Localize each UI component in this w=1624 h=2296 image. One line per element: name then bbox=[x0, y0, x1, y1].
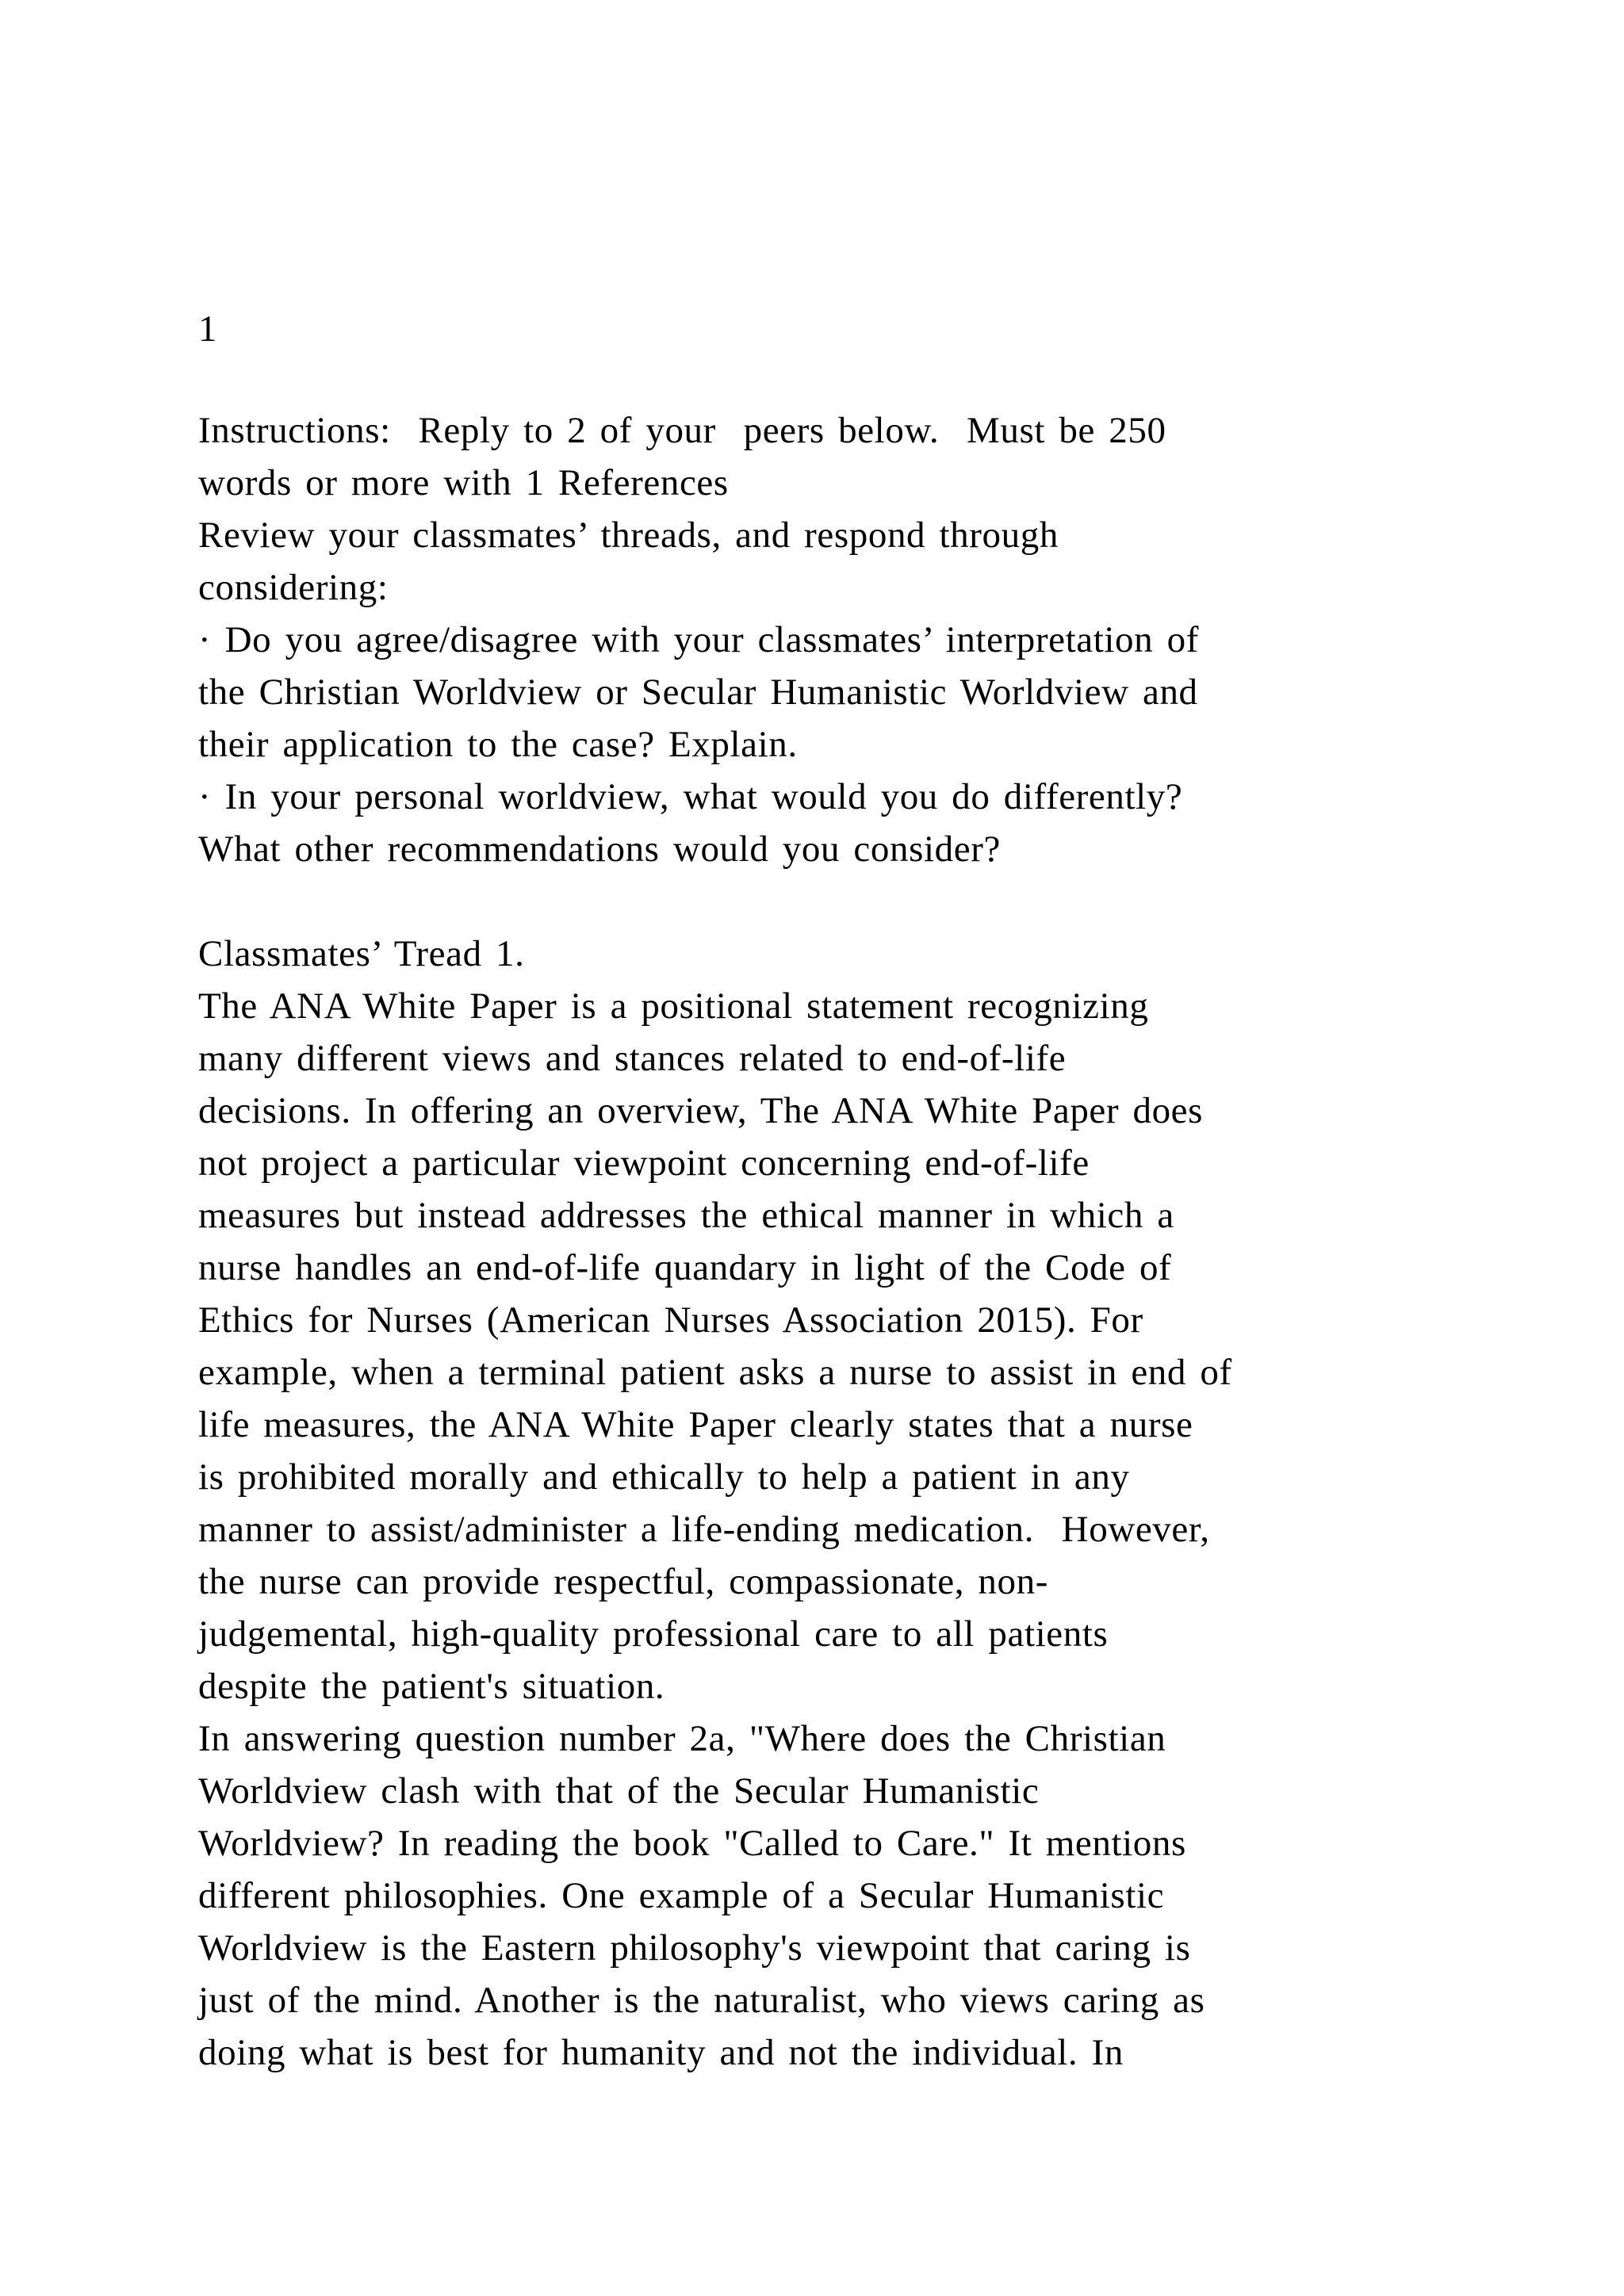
text-line: · In your personal worldview, what would you do differently? bbox=[198, 776, 1183, 817]
text-line: nurse handles an end-of-life quandary in light of the Code of bbox=[198, 1247, 1172, 1288]
body-text bbox=[198, 404, 1515, 2079]
blank-line bbox=[198, 875, 1515, 928]
text-line: Worldview clash with that of the Secular Humanistic bbox=[198, 1770, 1040, 1812]
text-line: · Do you agree/disagree with your classmates’ interpretation of bbox=[198, 619, 1199, 660]
text-line: Classmates’ Tread 1. bbox=[198, 933, 525, 974]
text-line: many different views and stances related to end-of-life bbox=[198, 1038, 1067, 1079]
text-line: the Christian Worldview or Secular Humanistic Worldview and bbox=[198, 672, 1198, 713]
text-line: What other recommendations would you consider? bbox=[198, 828, 1001, 870]
text-line: In answering question number 2a, "Where does the Christian bbox=[198, 1718, 1166, 1759]
text-line: words or more with 1 References bbox=[198, 462, 729, 503]
text-line: judgemental, high-quality professional care to all patients bbox=[198, 1613, 1109, 1655]
text-line: Review your classmates’ threads, and respond through bbox=[198, 515, 1059, 556]
text-line: doing what is best for humanity and not the individual. In bbox=[198, 2032, 1124, 2073]
text-line: example, when a terminal patient asks a nurse to assist in end of bbox=[198, 1352, 1232, 1393]
text-line: Instructions: Reply to 2 of your peers below. Must be 250 bbox=[198, 410, 1166, 451]
text-line: their application to the case? Explain. bbox=[198, 724, 798, 765]
text-line: Worldview? In reading the book "Called to Care." It mentions bbox=[198, 1823, 1186, 1864]
text-line: is prohibited morally and ethically to help a patient in any bbox=[198, 1456, 1130, 1498]
page-number: 1 bbox=[198, 308, 217, 350]
text-line: not project a particular viewpoint concerning end-of-life bbox=[198, 1142, 1090, 1184]
text-line: manner to assist/administer a life-ending medication. However, bbox=[198, 1509, 1210, 1550]
text-line: decisions. In offering an overview, The ANA White Paper does bbox=[198, 1090, 1204, 1131]
text-line: life measures, the ANA White Paper clearly states that a nurse bbox=[198, 1404, 1193, 1445]
text-line: just of the mind. Another is the naturalist, who views caring as bbox=[198, 1980, 1205, 2021]
text-line: despite the patient's situation. bbox=[198, 1666, 665, 1707]
text-line: different philosophies. One example of a Secular Humanistic bbox=[198, 1875, 1165, 1916]
text-line: the nurse can provide respectful, compassionate, non- bbox=[198, 1561, 1048, 1602]
text-line: considering: bbox=[198, 567, 389, 608]
text-line: Ethics for Nurses (American Nurses Association 2015). For bbox=[198, 1299, 1143, 1341]
text-line: The ANA White Paper is a positional statement recognizing bbox=[198, 985, 1149, 1027]
text-line: Worldview is the Eastern philosophy's viewpoint that caring is bbox=[198, 1927, 1191, 1969]
text-line: measures but instead addresses the ethical manner in which a bbox=[198, 1195, 1174, 1236]
